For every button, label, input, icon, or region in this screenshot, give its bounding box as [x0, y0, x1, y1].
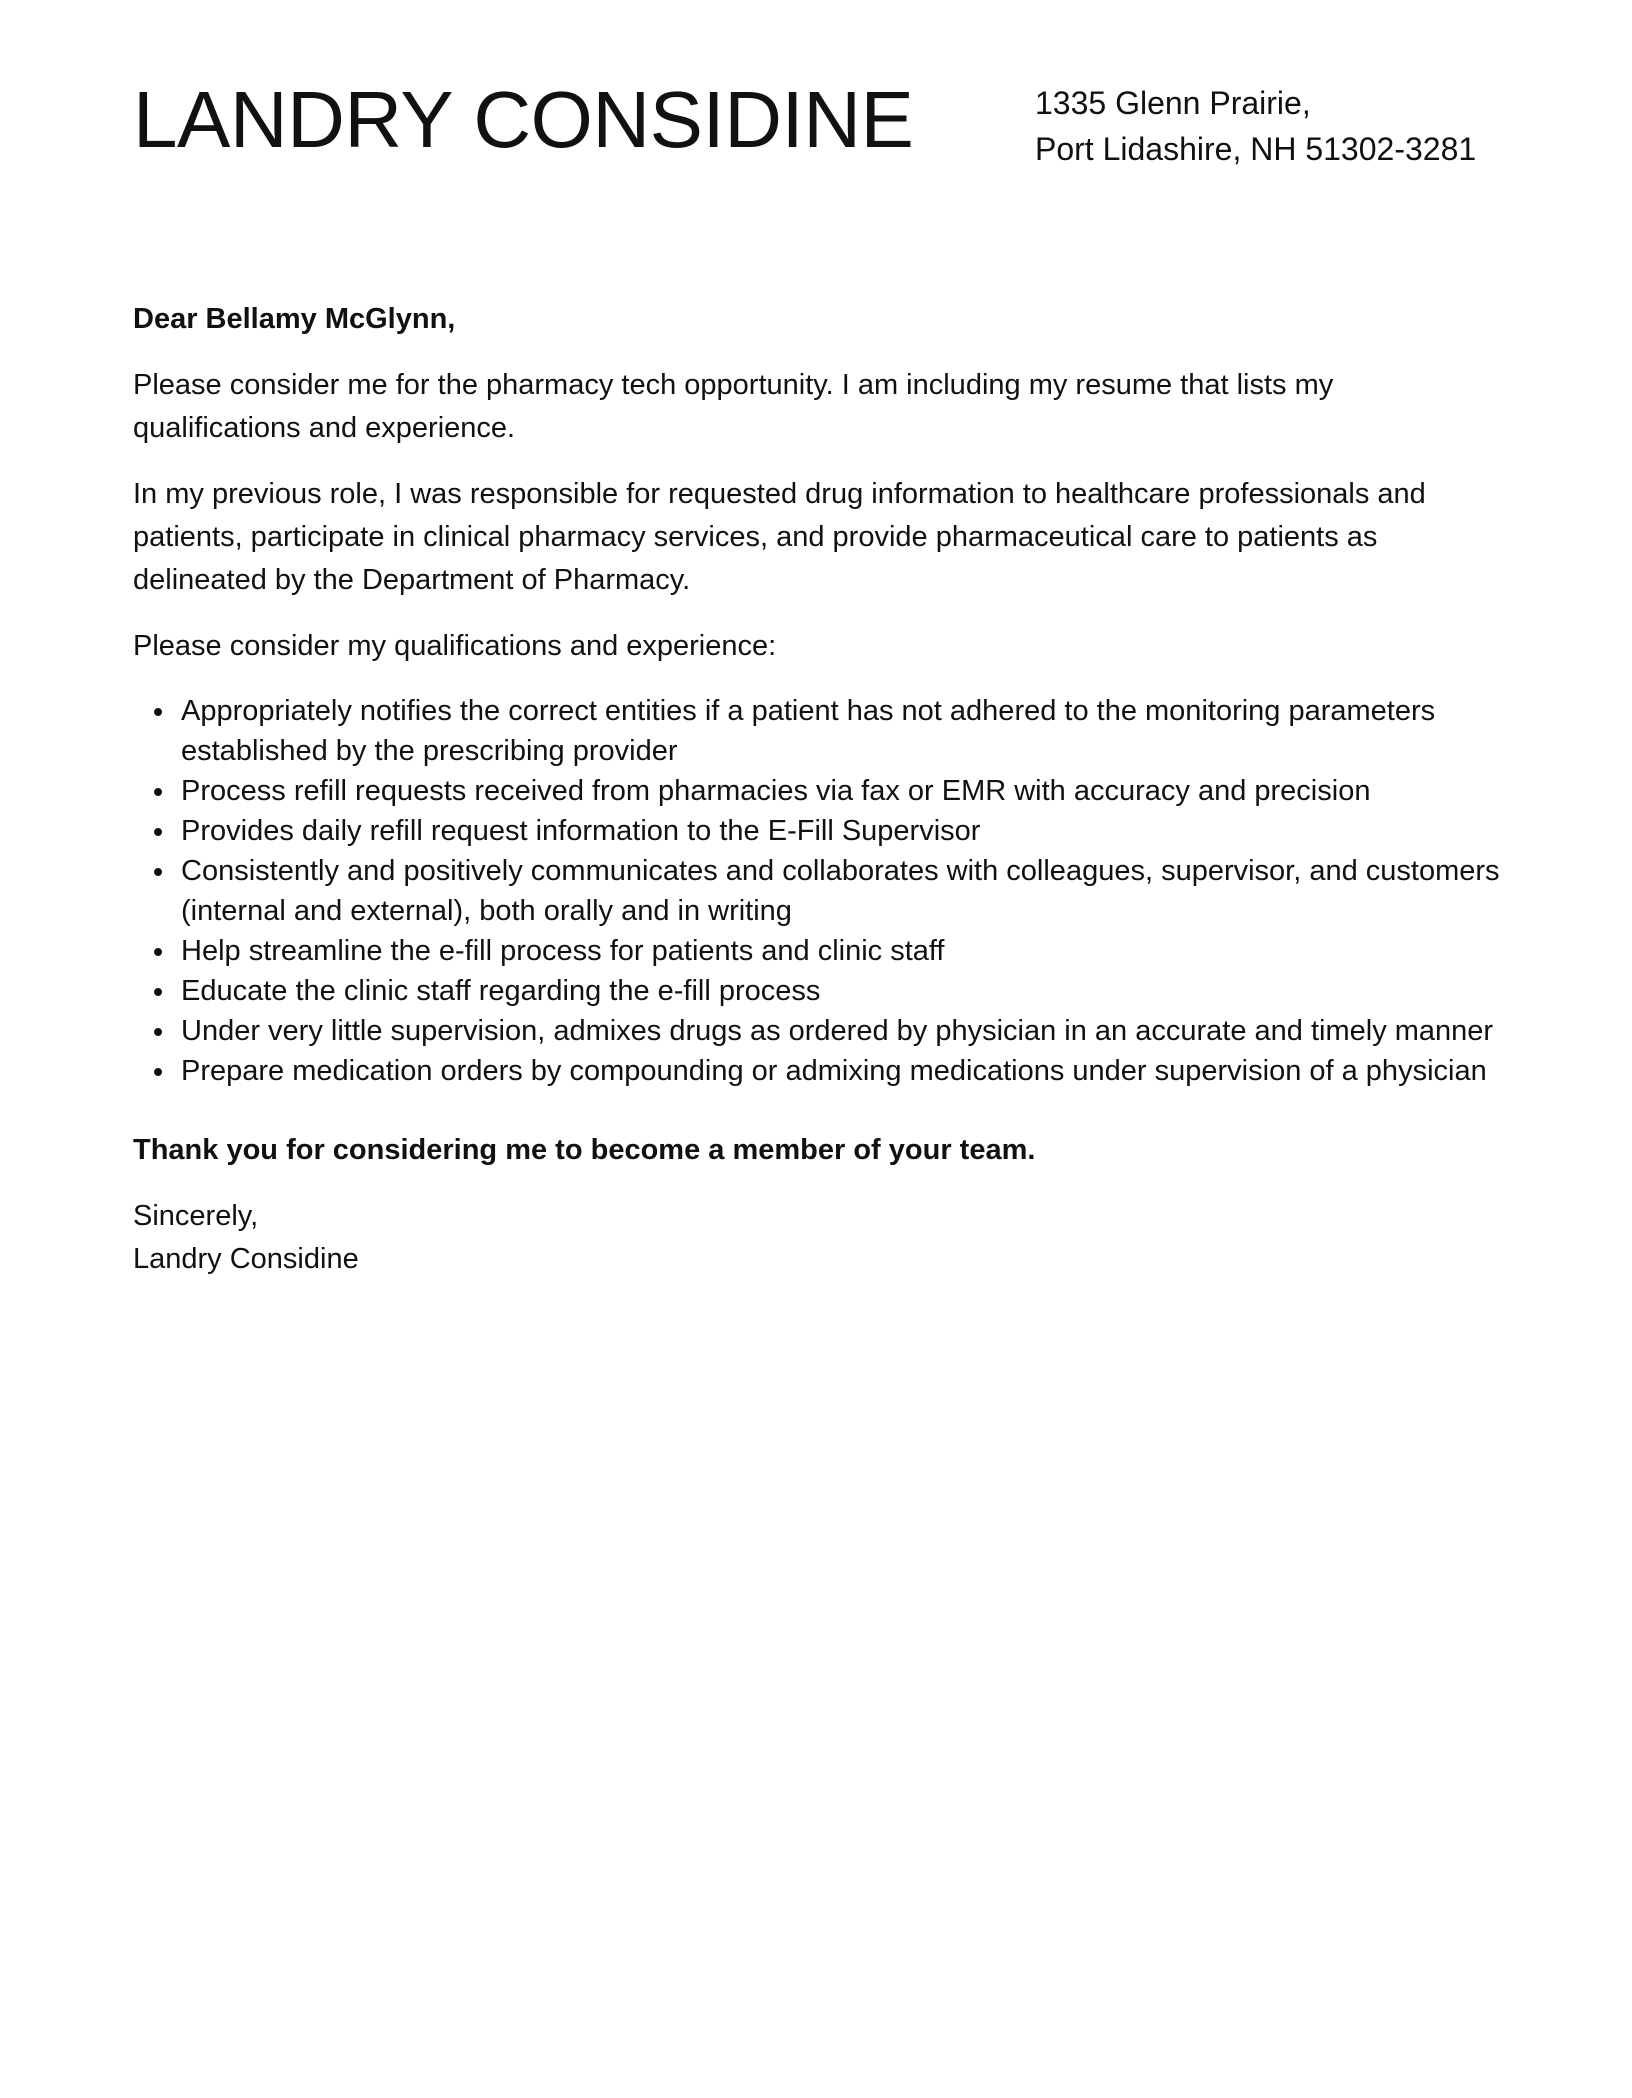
signoff-block	[133, 1195, 1503, 1281]
list-item: Educate the clinic staff regarding the e-fill process	[133, 971, 1503, 1011]
salutation: Dear Bellamy McGlynn,	[133, 303, 456, 335]
qualifications-list	[133, 691, 1503, 1091]
intro-paragraph: Please consider me for the pharmacy tech opportunity. I am including my resume that lists my qualifications and experience.	[133, 369, 1334, 444]
list-item: Appropriately notifies the correct entities if a patient has not adhered to the monitoring parameters established by the prescribing provider	[133, 691, 1503, 771]
applicant-address	[1035, 80, 1476, 172]
letter-body	[133, 298, 1503, 1281]
signature-name: Landry Considine	[133, 1243, 359, 1275]
list-item: Under very little supervision, admixes drugs as ordered by physician in an accurate and timely manner	[133, 1011, 1503, 1051]
signoff: Sincerely,	[133, 1200, 259, 1232]
list-item: Provides daily refill request information to the E-Fill Supervisor	[133, 811, 1503, 851]
list-item: Prepare medication orders by compounding or admixing medications under supervision of a physician	[133, 1051, 1503, 1091]
list-item: Consistently and positively communicates and collaborates with colleagues, supervisor, and customers (internal and external), both orally and in writing	[133, 851, 1503, 931]
experience-paragraph: In my previous role, I was responsible for requested drug information to healthcare professionals and patients, participate in clinical pharmacy services, and provide pharmaceutical care to patients as delineated by the Department of Pharmacy.	[133, 478, 1426, 596]
address-line-2: Port Lidashire, NH 51302-3281	[1035, 131, 1477, 167]
address-line-1: 1335 Glenn Prairie,	[1035, 85, 1311, 121]
closing-line: Thank you for considering me to become a member of your team.	[133, 1134, 1036, 1166]
list-item: Process refill requests received from pharmacies via fax or EMR with accuracy and precision	[133, 771, 1503, 811]
applicant-name: LANDRY CONSIDINE	[133, 75, 914, 164]
qualifications-intro: Please consider my qualifications and experience:	[133, 630, 777, 662]
list-item: Help streamline the e-fill process for patients and clinic staff	[133, 931, 1503, 971]
